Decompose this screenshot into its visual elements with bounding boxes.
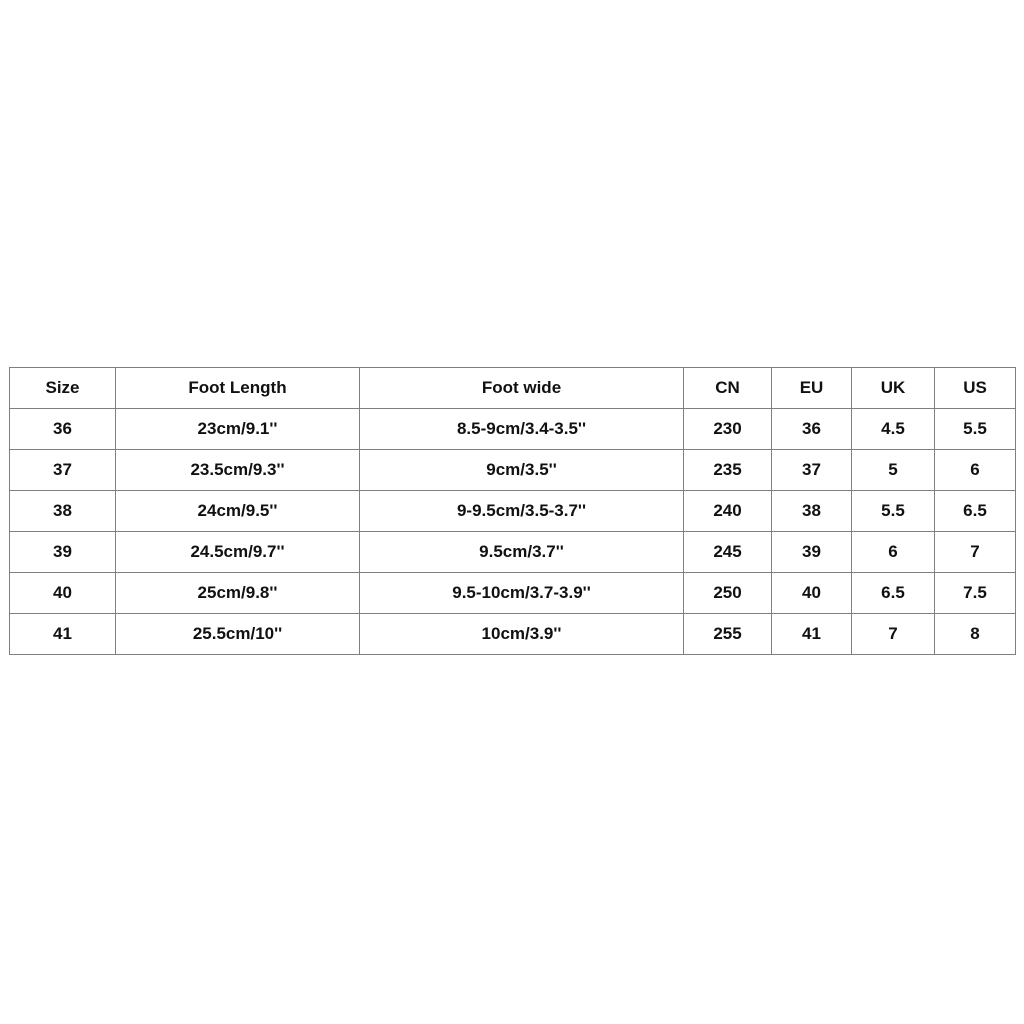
header-cn: CN xyxy=(684,368,772,409)
table-row xyxy=(10,491,1016,532)
cell-foot-wide: 9.5-10cm/3.7-3.9'' xyxy=(360,573,684,614)
cell-foot-length: 24.5cm/9.7'' xyxy=(116,532,360,573)
table-row xyxy=(10,409,1016,450)
cell-eu: 36 xyxy=(772,409,852,450)
table-row xyxy=(10,614,1016,655)
cell-eu: 38 xyxy=(772,491,852,532)
cell-size: 40 xyxy=(10,573,116,614)
header-foot-length: Foot Length xyxy=(116,368,360,409)
header-size: Size xyxy=(10,368,116,409)
table-row xyxy=(10,532,1016,573)
cell-cn: 245 xyxy=(684,532,772,573)
cell-foot-wide: 9.5cm/3.7'' xyxy=(360,532,684,573)
cell-eu: 37 xyxy=(772,450,852,491)
cell-us: 8 xyxy=(935,614,1016,655)
cell-us: 7.5 xyxy=(935,573,1016,614)
cell-eu: 39 xyxy=(772,532,852,573)
cell-foot-wide: 9cm/3.5'' xyxy=(360,450,684,491)
header-uk: UK xyxy=(852,368,935,409)
cell-uk: 7 xyxy=(852,614,935,655)
header-foot-wide: Foot wide xyxy=(360,368,684,409)
cell-foot-length: 25.5cm/10'' xyxy=(116,614,360,655)
cell-foot-length: 23.5cm/9.3'' xyxy=(116,450,360,491)
cell-foot-wide: 8.5-9cm/3.4-3.5'' xyxy=(360,409,684,450)
size-chart-table xyxy=(9,367,1016,655)
cell-cn: 255 xyxy=(684,614,772,655)
cell-us: 7 xyxy=(935,532,1016,573)
cell-cn: 235 xyxy=(684,450,772,491)
cell-size: 36 xyxy=(10,409,116,450)
header-row xyxy=(10,368,1016,409)
cell-foot-wide: 10cm/3.9'' xyxy=(360,614,684,655)
cell-size: 38 xyxy=(10,491,116,532)
cell-foot-length: 25cm/9.8'' xyxy=(116,573,360,614)
cell-size: 41 xyxy=(10,614,116,655)
cell-uk: 5.5 xyxy=(852,491,935,532)
cell-foot-length: 24cm/9.5'' xyxy=(116,491,360,532)
cell-uk: 6.5 xyxy=(852,573,935,614)
cell-foot-length: 23cm/9.1'' xyxy=(116,409,360,450)
cell-cn: 240 xyxy=(684,491,772,532)
cell-foot-wide: 9-9.5cm/3.5-3.7'' xyxy=(360,491,684,532)
cell-uk: 4.5 xyxy=(852,409,935,450)
header-eu: EU xyxy=(772,368,852,409)
cell-uk: 5 xyxy=(852,450,935,491)
cell-eu: 41 xyxy=(772,614,852,655)
cell-us: 6 xyxy=(935,450,1016,491)
cell-size: 37 xyxy=(10,450,116,491)
cell-us: 5.5 xyxy=(935,409,1016,450)
cell-cn: 250 xyxy=(684,573,772,614)
table-row xyxy=(10,573,1016,614)
cell-eu: 40 xyxy=(772,573,852,614)
cell-size: 39 xyxy=(10,532,116,573)
cell-us: 6.5 xyxy=(935,491,1016,532)
cell-uk: 6 xyxy=(852,532,935,573)
cell-cn: 230 xyxy=(684,409,772,450)
header-us: US xyxy=(935,368,1016,409)
table-row xyxy=(10,450,1016,491)
